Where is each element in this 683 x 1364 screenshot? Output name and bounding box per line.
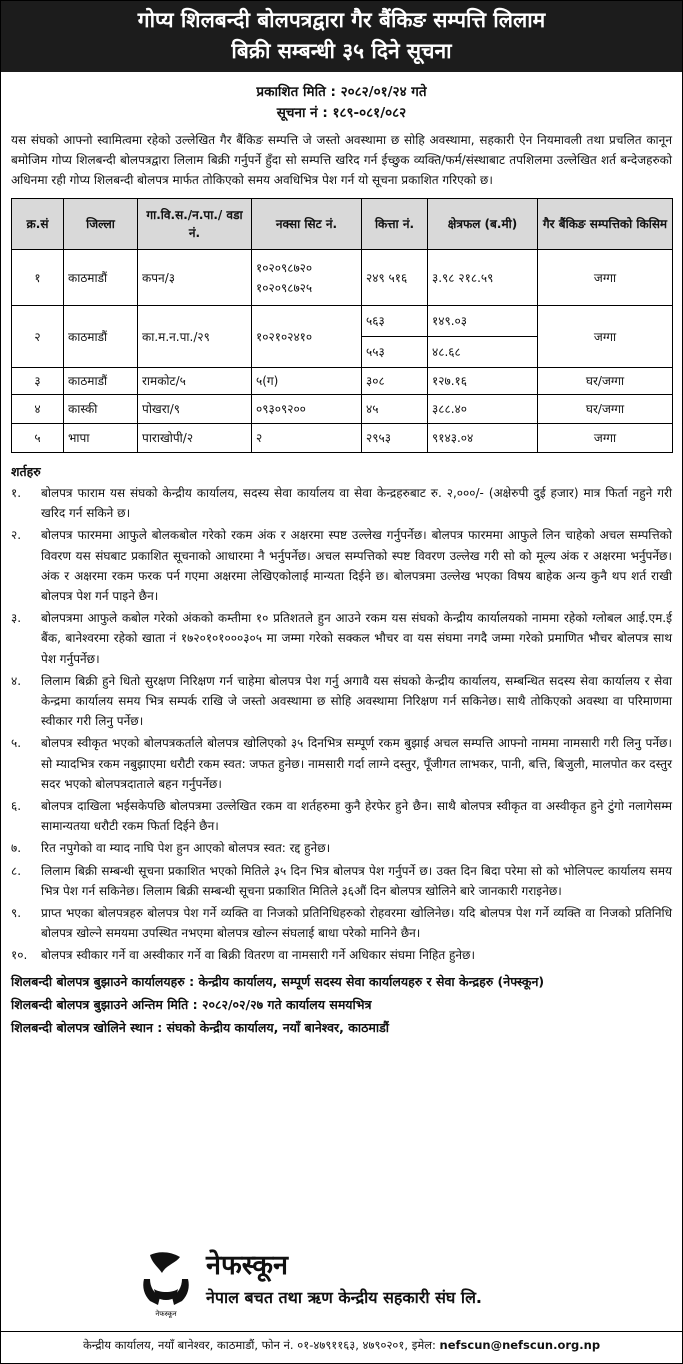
cell-vdc: रामकोट/५: [138, 368, 252, 395]
org-branding: [1, 1249, 682, 1319]
logo-caption: नेफस्कून: [155, 1310, 177, 1318]
cell-vdc: कपन/३: [138, 250, 252, 306]
intro-paragraph: यस संघको आफ्नो स्वामित्वमा रहेको उल्लेखित गैर बैंकिङ सम्पत्ति जे जस्तो अवस्थामा छ सोहि अवस्थामा, सहकारी ऐन नियमावली तथा प्रचलित कानून बमोजिम गोप्य शिलबन्दी बोलपत्रद्वारा लिलाम बिक्री गर्नुपर्ने हुँदा सो सम्पत्ति खरिद गर्न ईच्छुक व्यक्ति/फर्म/संस्थाबाट तपशिलमा उल्लेखित शर्त बन्देजहरुको अधिनमा रही गोप्य शिलबन्दी बोलपत्र मार्फत तोकिएको समय अवधिभित्र पेश गर्न यो सूचना प्रकाशित गरिएको छ।: [11, 133, 672, 187]
header-district: जिल्ला: [64, 199, 138, 250]
cell-vdc: का.म.न.पा./२९: [138, 306, 252, 368]
submit-offices: शिलबन्दी बोलपत्र बुझाउने कार्यालयहरु : केन्द्रीय कार्यालय, सम्पूर्ण सदस्य सेवा कार्यालयहरु र सेवा केन्द्रहरु (नेफ्स्कून): [11, 973, 545, 989]
cell-type: घर/जग्गा: [538, 395, 673, 424]
cell-area: १२७.१६: [428, 368, 538, 395]
nefscun-logo-icon: [136, 1249, 196, 1319]
title-line-1: गोप्य शिलबन्दी बोलपत्रद्वारा गैर बैंकिङ सम्पत्ति लिलाम: [137, 8, 546, 32]
last-date: शिलबन्दी बोलपत्र बुझाउने अन्तिम मिति : २०८२/०२/२७ गते कार्यालय समयभित्र: [11, 996, 372, 1012]
contact-line: [1, 1331, 682, 1356]
term-number: ६.: [11, 799, 22, 814]
term-text: बोलपत्र फाराम यस संघको केन्द्रीय कार्यालय, सदस्य सेवा कार्यालय वा सेवा केन्द्रहरुबाट रु. २,०००/- (अक्षेरुपी दुई हजार) मात्र फिर्ता नहुने गरी खरिद गर्न सकिने छ।: [41, 486, 672, 521]
cell-type: जग्गा: [538, 250, 673, 306]
notice-meta: [1, 82, 682, 124]
term-item: [11, 945, 672, 965]
cell-kitta: ३०८: [362, 368, 428, 395]
cell-sn: ३: [12, 368, 64, 395]
cell-sheet: ५(ग): [252, 368, 362, 395]
header-area: क्षेत्रफल (ब.मी): [428, 199, 538, 250]
cell-sn: ४: [12, 395, 64, 424]
title-line-2: बिक्री सम्बन्धी ३५ दिने सूचना: [231, 39, 452, 63]
submission-details: [11, 970, 672, 1039]
cell-area: ३.९८ २१८.५९: [428, 250, 538, 306]
cell-sn: ५: [12, 424, 64, 453]
term-item: [11, 903, 672, 943]
cell-district: काठमाडौं: [64, 306, 138, 368]
cell-district: काठमाडौं: [64, 368, 138, 395]
term-text: रित नपुगेको वा म्याद नाघि पेश हुन आएको बोलपत्र स्वत: रद्द हुनेछ।: [41, 841, 331, 856]
term-text: लिलाम बिक्री सम्बन्धी सूचना प्रकाशित भएको मितिले ३५ दिन भित्र बोलपत्र पेश गर्नुपर्ने छ। उक्त दिन बिदा परेमा सो को भोलिपल्ट कार्यालय समय भित्र पेश गर्न सकिनेछ। लिलाम बिक्री सम्बन्धी सूचना प्रकाशित मितिले ३६औं दिन बोलपत्र खोलिने बारे जानकारी गराइनेछ।: [41, 863, 672, 898]
cell-kitta: ५६३: [362, 306, 428, 337]
term-item: [11, 733, 672, 794]
cell-type: घर/जग्गा: [538, 368, 673, 395]
table-row: [12, 368, 673, 395]
term-item: [11, 608, 672, 669]
term-text: बोलपत्रमा आफुले कबोल गरेको अंकको कम्तीमा १० प्रतिशतले हुन आउने रकम यस संघको केन्द्रीय कार्यालयको नाममा रहेको ग्लोबल आई.एम.ई बैंक, बानेश्वरमा रहेको खाता नं १७२०१०१०००३०५ मा जम्मा गरेको सक्कल भौचर वा यस संघमा नगदै जम्मा गरेको प्रमाणित भौचर बोलपत्र साथ पेश गर्नुपर्नेछ।: [41, 611, 672, 666]
org-full-name: नेपाल बचत तथा ऋण केन्द्रीय सहकारी संघ लि.: [206, 1288, 482, 1307]
term-item: [11, 671, 672, 732]
cell-sn: १: [12, 250, 64, 306]
cell-sheet: १०२०९८७२० १०२०९८७२५: [252, 250, 362, 306]
term-item: [11, 483, 672, 523]
term-number: ५.: [11, 736, 22, 751]
cell-type: जग्गा: [538, 306, 673, 368]
cell-sheet: २: [252, 424, 362, 453]
table-header-row: [12, 199, 673, 250]
contact-email[interactable]: nefscun@nefscun.org.np: [439, 1338, 601, 1352]
term-text: बोलपत्र स्वीकृत भएको बोलपत्रकर्ताले बोलपत्र खोलिएको ३५ दिनभित्र सम्पूर्ण रकम बुझाई अचल सम्पत्ति आफ्नो नाममा नामसारी गरी लिनु पर्नेछ। सो म्यादभित्र रकम नबुझाएमा धरौटी रकम स्वत: जफत हुनेछ। नामसारी गर्दा लाग्ने दस्तुर, पूँजीगत लाभकर, पानी, बत्ति, बिजुली, मालपोत कर दस्तुर सदर भएको बोलपत्रदाताले बहन गर्नुपर्नेछ।: [41, 736, 672, 791]
term-number: २.: [11, 528, 22, 543]
term-number: १०.: [11, 948, 28, 963]
cell-area: ३८८.४०: [428, 395, 538, 424]
cell-kitta: २४९ ५१६: [362, 250, 428, 306]
cell-kitta: ५५३: [362, 337, 428, 368]
table-row: [12, 424, 673, 453]
cell-kitta: ४५: [362, 395, 428, 424]
cell-sheet: १०२१०२४१०: [252, 306, 362, 368]
org-short-name: नेफस्कून: [206, 1250, 289, 1281]
term-item: [11, 796, 672, 836]
term-item: [11, 838, 672, 858]
term-number: ४.: [11, 673, 22, 688]
term-item: [11, 525, 672, 606]
contact-address: केन्द्रीय कार्यालय, नयाँ बानेश्वर, काठमाडौं, फोन नं. ०१-४७९११६३, ४७९०२०१, इमेल:: [82, 1338, 436, 1352]
terms-heading: शर्तहरु: [11, 464, 41, 479]
term-number: १.: [11, 486, 22, 500]
table-row: [12, 250, 673, 306]
cell-vdc: पाराखोपी/२: [138, 424, 252, 453]
header-sheet: नक्सा सिट नं.: [252, 199, 362, 250]
cell-type: जग्गा: [538, 424, 673, 453]
cell-sn: २: [12, 306, 64, 368]
term-number: ८.: [11, 863, 22, 878]
cell-kitta: २९५३: [362, 424, 428, 453]
cell-district: कास्की: [64, 395, 138, 424]
header-sn: क्र.सं: [12, 199, 64, 250]
cell-sheet: ०९३०९२००: [252, 395, 362, 424]
cell-area: ४८.६८: [428, 337, 538, 368]
term-text: बोलपत्र फारममा आफुले बोलकबोल गरेको रकम अंक र अक्षरमा स्पष्ट उल्लेख गर्नुपर्नेछ। बोलपत्र फारममा आफुले लिन चाहेको अचल सम्पत्तिको विवरण यस संघबाट प्रकाशित सूचनाको आधारमा नै भर्नुपर्नेछ। अचल सम्पत्तिको स्पष्ट विवरण उल्लेख गरी सो को मूल्य अंक र अक्षरमा भर्नुपर्नेछ। अंक र अक्षरमा रकम फरक पर्न गएमा अक्षरमा लेखिएकोलाई मान्यता दिईने छ। बोलपत्रमा उल्लेख भएका विषय बाहेक अन्य कुनै थप शर्त राखी बोलपत्र पेश गर्न पाइने छैन।: [41, 528, 672, 604]
term-number: ७.: [11, 841, 22, 856]
term-text: लिलाम बिक्री हुने धितो सुरक्षण निरिक्षण गर्न चाहेमा बोलपत्र पेश गर्नु अगावै यस संघको केन्द्रीय कार्यालय, सम्बन्धित सदस्य सेवा कार्यालय र सेवा केन्द्रमा कार्यालय समय भित्र सम्पर्क राखि जे जस्तो अवस्थामा छ सोहि अवस्थामा निरिक्षण गर्न सकिनेछ। साथै तोकिएको अवस्था वा परिमाणमा स्वीकार गरी लिनु पर्नेछ।: [41, 673, 672, 729]
term-text: बोलपत्र स्वीकार गर्ने वा अस्वीकार गर्ने वा बिक्री वितरण वा नामसारी गर्ने अधिकार संघमा निहित हुनेछ।: [41, 948, 475, 963]
table-row: [12, 395, 673, 424]
published-date: प्रकाशित मिति : २०८२/०१/२४ गते: [256, 84, 427, 100]
header-kitta: कित्ता नं.: [362, 199, 428, 250]
term-number: ३.: [11, 611, 22, 626]
term-text: बोलपत्र दाखिला भईसकेपछि बोलपत्रमा उल्लेखित रकम वा शर्तहरुमा कुनै हेरफेर हुने छैन। साथै बोलपत्र स्वीकृत वा अस्वीकृत हुने टुंगो नलागेसम्म सामान्यतया धरौटी रकम फिर्ता दिईने छैन।: [41, 799, 672, 834]
cell-area: ९१४३.०४: [428, 424, 538, 453]
cell-district: काठमाडौं: [64, 250, 138, 306]
property-table: [11, 198, 673, 453]
term-text: प्राप्त भएका बोलपत्रहरु बोलपत्र पेश गर्ने व्यक्ति वा निजको प्रतिनिधिहरुको रोहवरमा खोलिनेछ। यदि बोलपत्र पेश गर्ने व्यक्ति वा निजको प्रतिनिधि बोलपत्र खोल्ने समयमा उपस्थित नभएमा बोलपत्र खोल्न संघलाई बाधा परेको मानिने छैन।: [41, 906, 672, 941]
term-item: [11, 861, 672, 901]
cell-area: १४९.०३: [428, 306, 538, 337]
terms-list: [11, 483, 672, 966]
header-type: गैर बैंकिङ सम्पत्तिको किसिम: [538, 199, 673, 250]
notice-number: सूचना नं : १८९-०८१/०८२: [276, 105, 407, 121]
header-vdc: गा.वि.स./न.पा./ वडा नं.: [138, 199, 252, 250]
cell-vdc: पोखरा/९: [138, 395, 252, 424]
title-banner: [1, 1, 682, 72]
opening-place: शिलबन्दी बोलपत्र खोलिने स्थान : संघको केन्द्रीय कार्यालय, नयाँ बानेश्वर, काठमाडौं: [11, 1019, 390, 1035]
term-number: ९.: [11, 906, 22, 921]
cell-district: भापा: [64, 424, 138, 453]
table-row: [12, 306, 673, 337]
